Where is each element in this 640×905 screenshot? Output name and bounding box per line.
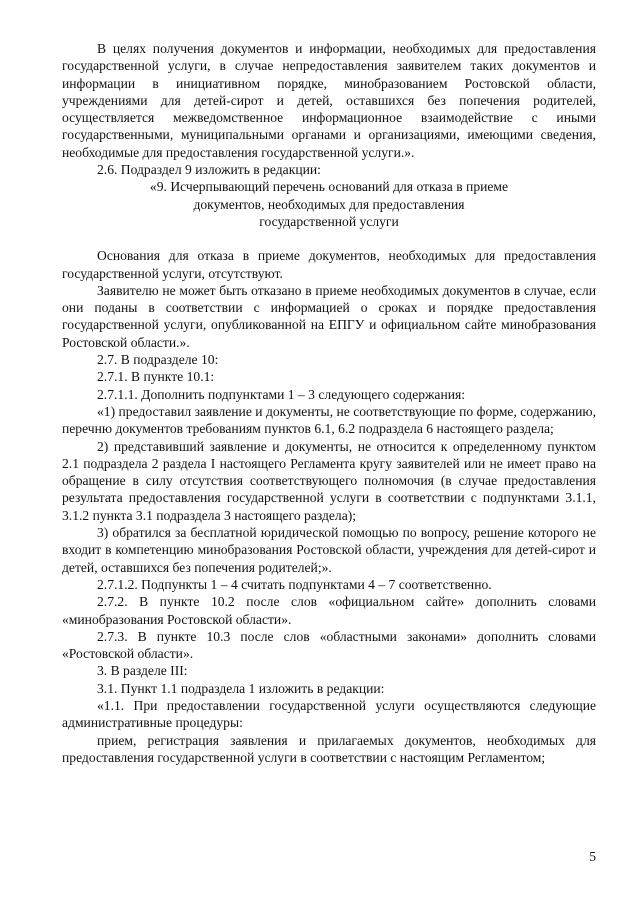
paragraph-admin-procedure: прием, регистрация заявления и прилагаемых документов, необходимых для предоставления государственной услуги в соответствии с настоящим Регламентом; <box>62 732 596 765</box>
paragraph-2-7-2: 2.7.2. В пункте 10.2 после слов «официальном сайте» дополнить словами «минобразования Ростовской области». <box>62 594 596 627</box>
paragraph-2-6: 2.6. Подраздел 9 изложить в редакции: <box>97 162 321 178</box>
paragraph-2-7: 2.7. В подразделе 10: <box>97 352 219 368</box>
list-item-3: 3) обратился за бесплатной юридической помощью по вопросу, решение которого не входит в компетенцию минобразования Ростовской области, учреждения для детей-сирот и детей, оставшихся без попечения родителей;». <box>62 525 596 575</box>
paragraph-3: 3. В разделе III: <box>97 663 188 679</box>
list-item-2: 2) представивший заявление и документы, не относится к определенному пунктом 2.1 подраздела 2 раздела I настоящего Регламента кругу заявителей или не имеет право на обращение в силу отсутствия соответствующего полномочия (в случае предоставления результата предоставления государственной услуги в соответствии с подпунктами 3.1.1, 3.1.2 пункта 3.1 подраздела 3 настоящего раздела); <box>62 438 596 523</box>
section-9-heading <box>62 178 596 230</box>
paragraph-interagency-interaction: В целях получения документов и информации, необходимых для предоставления государственной услуги, в случае непредоставления заявителем таких документов и информации в инициативном порядке, минобразованием Ростовской области, учреждениями для детей-сирот и детей, оставшихся без попечения родителей, осуществляется межведомственное информационное взаимодействие с иными государственными, муниципальными органами и организациями, имеющими сведения, необходимые для предоставления государственной услуги.». <box>62 41 596 160</box>
heading-line: документов, необходимых для предоставления <box>193 196 465 212</box>
heading-line: «9. Исчерпывающий перечень оснований для отказа в приеме <box>149 179 509 195</box>
document-page <box>62 40 596 766</box>
paragraph-3-1: 3.1. Пункт 1.1 подраздела 1 изложить в редакции: <box>97 680 385 696</box>
paragraph-2-7-1: 2.7.1. В пункте 10.1: <box>97 369 215 385</box>
heading-line: государственной услуги <box>259 213 399 229</box>
paragraph-cannot-refuse: Заявителю не может быть отказано в приеме необходимых документов в случае, если они поданы в соответствии с информацией о сроках и порядке предоставления государственной услуги, опубликованной на ЕПГУ и официальном сайте минобразования Ростовской области.». <box>62 282 596 350</box>
list-item-1: «1) предоставил заявление и документы, не соответствующие по форме, содержанию, перечню документов требованиям пунктов 6.1, 6.2 подраздела 6 настоящего раздела; <box>62 403 596 437</box>
page-number: 5 <box>589 849 596 864</box>
paragraph-2-7-3: 2.7.3. В пункте 10.3 после слов «областными законами» дополнить словами «Ростовской области». <box>62 628 596 662</box>
paragraph-1-1: «1.1. При предоставлении государственной услуги осуществляются следующие административные процедуры: <box>62 697 596 731</box>
paragraph-no-grounds: Основания для отказа в приеме документов, необходимых для предоставления государственной услуги, отсутствуют. <box>62 248 596 281</box>
paragraph-2-7-1-1: 2.7.1.1. Дополнить подпунктами 1 – 3 следующего содержания: <box>97 386 466 402</box>
blank-line <box>62 230 596 247</box>
paragraph-2-7-1-2: 2.7.1.2. Подпункты 1 – 4 считать подпунктами 4 – 7 соответственно. <box>97 576 492 592</box>
